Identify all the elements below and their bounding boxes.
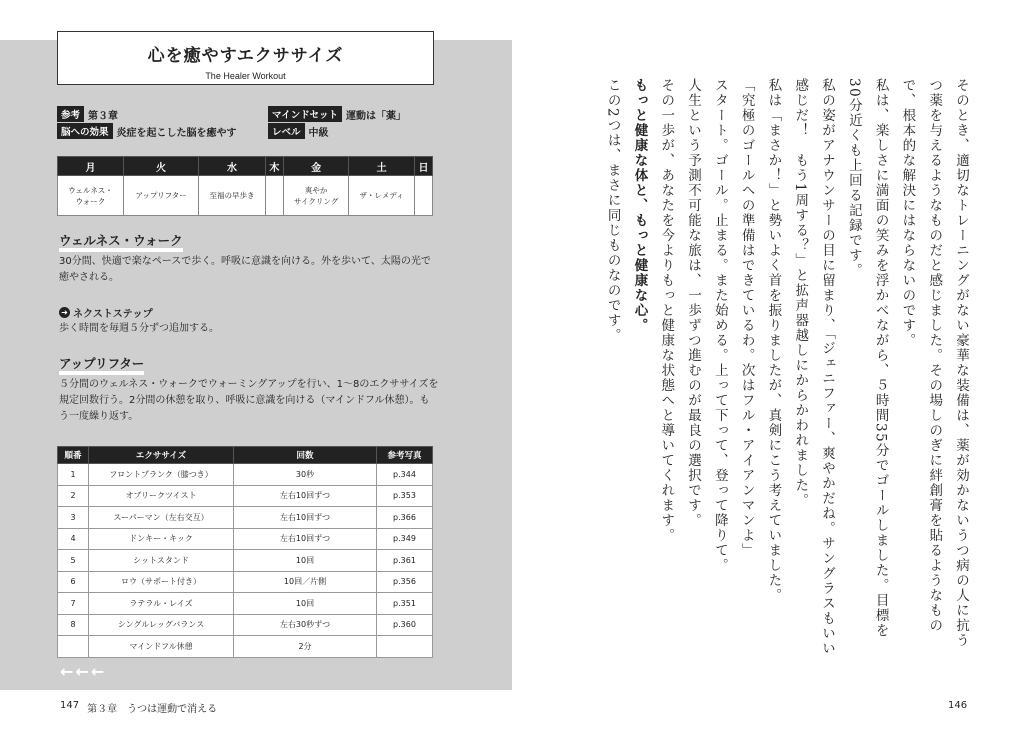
cell: シングルレッグバランス: [89, 614, 234, 636]
cell: p.361: [377, 550, 433, 572]
day-header: 火: [123, 157, 198, 176]
meta-tag: 参考: [57, 106, 84, 122]
paragraph: スタート。ゴール。止まる。また始める。上って下って、登って降りて。: [711, 78, 728, 573]
paragraph: 人生という予測不可能な旅は、一歩ずつ進むのが最良の選択です。: [685, 78, 702, 528]
day-header: 木: [265, 157, 283, 176]
schedule-cell: [265, 176, 283, 216]
day-header: 月: [58, 157, 124, 176]
column-header: 参考写真: [377, 447, 433, 464]
day-header: 水: [199, 157, 266, 176]
cell: 10回: [234, 593, 377, 615]
meta-mindset: [268, 106, 406, 122]
cell: フロントプランク（膝つき）: [89, 464, 234, 486]
next-step-text: 歩く時間を毎週５分ずつ追加する。: [59, 323, 219, 334]
cell: p.360: [377, 614, 433, 636]
page-number-right: 146: [948, 700, 968, 711]
uplifter-heading: アップリフター: [59, 357, 144, 375]
table-row: [58, 485, 433, 507]
schedule-cell: 爽やか サイクリング: [283, 176, 349, 216]
cell: 2分: [234, 636, 377, 658]
table-row: [58, 593, 433, 615]
title-en: The Healer Workout: [205, 71, 286, 81]
weekly-schedule-table: [57, 156, 433, 216]
table-row: [58, 636, 433, 658]
day-header: 土: [349, 157, 415, 176]
cell: オブリークツイスト: [89, 485, 234, 507]
schedule-cell: [414, 176, 432, 216]
table-row: [58, 528, 433, 550]
cell: 1: [58, 464, 89, 486]
cell: [377, 636, 433, 658]
table-row: [58, 550, 433, 572]
footer-left: [60, 700, 217, 715]
cell: p.353: [377, 485, 433, 507]
cell: ラテラル・レイズ: [89, 593, 234, 615]
cell: 左右30秒ずつ: [234, 614, 377, 636]
schedule-cell: ウェルネス・ ウォーク: [58, 176, 124, 216]
cell: スーパーマン（左右交互）: [89, 507, 234, 529]
cell: 10回: [234, 550, 377, 572]
column-header: 順番: [58, 447, 89, 464]
cell: 10回／片側: [234, 571, 377, 593]
cell: ロウ（サポート付き）: [89, 571, 234, 593]
title-jp: 心を癒やすエクササイズ: [147, 46, 344, 66]
next-step-label: ネクストステップ: [73, 309, 153, 320]
meta-value: 第３章: [88, 110, 119, 122]
wellness-heading: ウェルネス・ウォーク: [59, 234, 183, 252]
paragraph: 「究極のゴールへの準備はできているわ。次はフル・アイアンマンよ」: [738, 78, 755, 558]
paragraph: その一歩が、あなたを今よりもっと健康な状態へと導いてくれます。: [658, 78, 675, 543]
cell: 左右10回ずつ: [234, 528, 377, 550]
cell: p.366: [377, 507, 433, 529]
cell: ドンキー・キック: [89, 528, 234, 550]
exercise-table: [57, 446, 433, 658]
table-row: [58, 464, 433, 486]
column-header: 回数: [234, 447, 377, 464]
table-row: [58, 571, 433, 593]
day-header: 日: [414, 157, 432, 176]
cell: 4: [58, 528, 89, 550]
cell: 2: [58, 485, 89, 507]
title-box: [57, 31, 434, 85]
meta-level: [268, 123, 329, 139]
cell: 5: [58, 550, 89, 572]
paragraph: そのとき、適切なトレーニングがない豪華な装備は、薬が効かないうつ病の人に抗うつ薬を与えるようなものだと感じました。その場しのぎに絆創膏を貼るようなもので、根本的な解決にはならないのです。: [899, 78, 969, 648]
paragraph: 私は「まさか！」と勢いよく首を振りましたが、真剣にこう考えていました。: [765, 78, 782, 603]
next-step: [59, 305, 153, 320]
table-row: [58, 614, 433, 636]
schedule-cell: アップリフター: [123, 176, 198, 216]
cell: p.349: [377, 528, 433, 550]
meta-value: 炎症を起こした脳を癒やす: [116, 127, 237, 139]
cell: マインドフル休憩: [89, 636, 234, 658]
cell: 3: [58, 507, 89, 529]
meta-tag: レベル: [268, 123, 305, 139]
cell: p.351: [377, 593, 433, 615]
schedule-cell: 至福の早歩き: [199, 176, 266, 216]
back-arrows-icon[interactable]: ←←←: [60, 662, 107, 681]
meta-tag: 脳への効果: [57, 123, 113, 139]
right-page-text: [599, 78, 974, 658]
uplifter-text: ５分間のウェルネス・ウォークでウォーミングアップを行い、1～8のエクササイズを規定回数行う。2分間の休憩を取り、呼吸に意識を向ける（マインドフル休憩）。もう一度繰り返す。: [59, 379, 439, 422]
paragraph: この2つは、まさに同じものなのです。: [604, 78, 621, 344]
column-header: エクササイズ: [89, 447, 234, 464]
cell: p.344: [377, 464, 433, 486]
cell: 30秒: [234, 464, 377, 486]
wellness-text: 30分間、快適で楽なペースで歩く。呼吸に意識を向ける。外を歩いて、太陽の光で癒やされる。: [59, 256, 431, 283]
cell: 8: [58, 614, 89, 636]
day-header: 金: [283, 157, 349, 176]
arrow-right-icon: ➜: [59, 307, 70, 318]
cell: シットスタンド: [89, 550, 234, 572]
cell: p.356: [377, 571, 433, 593]
cell: [58, 636, 89, 658]
cell: 左右10回ずつ: [234, 485, 377, 507]
meta-value: 運動は「薬」: [346, 110, 407, 122]
cell: 7: [58, 593, 89, 615]
meta-value: 中級: [308, 127, 329, 139]
paragraph: 私の姿がアナウンサーの目に留まり、「ジェニファー、爽やかだね。サングラスもいい感じだ！ もう1周する？」と拡声器越しにからかわれました。: [792, 78, 836, 657]
paragraph: 私は、楽しさに満面の笑みを浮かべながら、５時間35分でゴールしました。目標を30分近くも上回る記録です。: [845, 78, 889, 639]
schedule-cell: ザ・レメディ: [349, 176, 415, 216]
table-row: [58, 507, 433, 529]
paragraph-emphasis: もっと健康な体と、もっと健康な心。: [631, 78, 648, 333]
cell: 左右10回ずつ: [234, 507, 377, 529]
meta-reference: [57, 106, 118, 122]
cell: 6: [58, 571, 89, 593]
meta-tag: マインドセット: [268, 106, 342, 122]
meta-brain-effect: [57, 123, 237, 139]
page-number: 147: [60, 700, 80, 711]
running-title: 第３章 うつは運動で消える: [87, 704, 218, 715]
